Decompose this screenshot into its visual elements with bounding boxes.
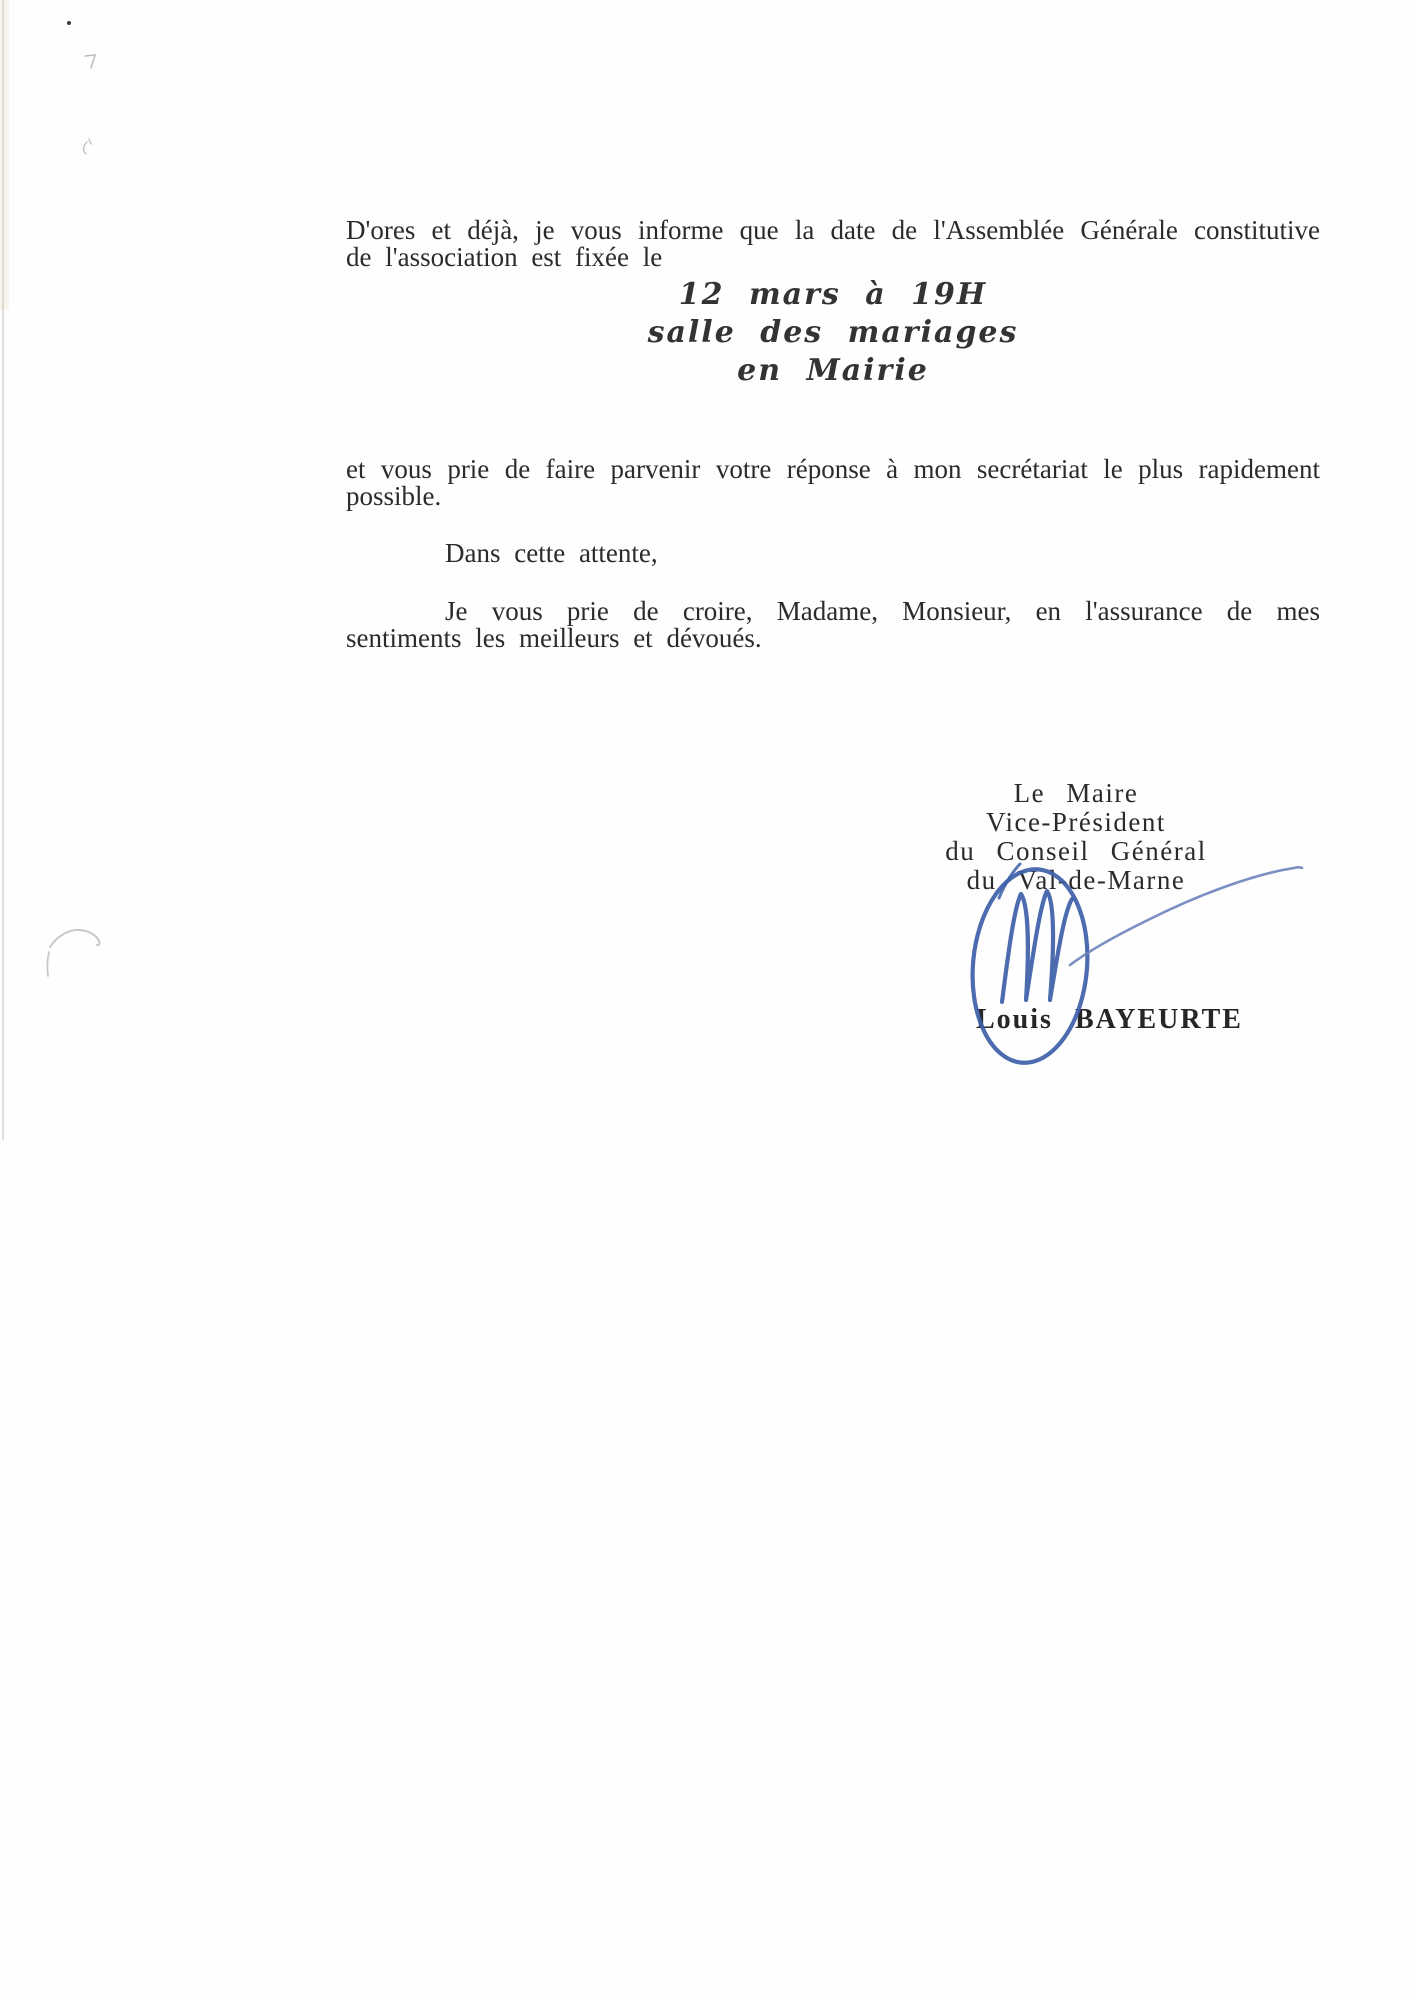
event-notice xyxy=(346,276,1320,390)
signature-title-line: du Conseil Général xyxy=(945,836,1207,866)
faint-pencil-marks xyxy=(40,40,180,220)
event-date-line: 12 mars à 19H xyxy=(678,277,988,312)
scan-speck xyxy=(67,21,71,25)
paragraph-reply-request: et vous prie de faire parvenir votre réponse à mon secrétariat le plus rapidement possible. xyxy=(346,454,1320,511)
signature-title-line: du Val-de-Marne xyxy=(966,865,1186,895)
pencil-squiggle xyxy=(30,915,150,995)
event-place-line2: en Mairie xyxy=(737,353,929,388)
signatory-first-name: Louis xyxy=(976,1004,1053,1035)
paragraph-attente: Dans cette attente, xyxy=(445,538,658,568)
event-place-line: salle des mariages xyxy=(647,315,1019,350)
signature-title-line: Vice-Président xyxy=(986,807,1166,837)
signature-title-block xyxy=(926,779,1226,895)
signatory-name xyxy=(976,1004,1243,1036)
signature-title-line: Le Maire xyxy=(1013,778,1139,808)
paragraph-intro: D'ores et déjà, je vous informe que la date de l'Assemblée Générale constitutive de l'association est fixée le xyxy=(346,215,1320,272)
signatory-last-name: BAYEURTE xyxy=(1074,1004,1243,1035)
paragraph-closing: Je vous prie de croire, Madame, Monsieur, en l'assurance de mes sentiments les meilleurs et dévoués. xyxy=(346,596,1320,653)
scan-edge-line xyxy=(2,0,4,1140)
